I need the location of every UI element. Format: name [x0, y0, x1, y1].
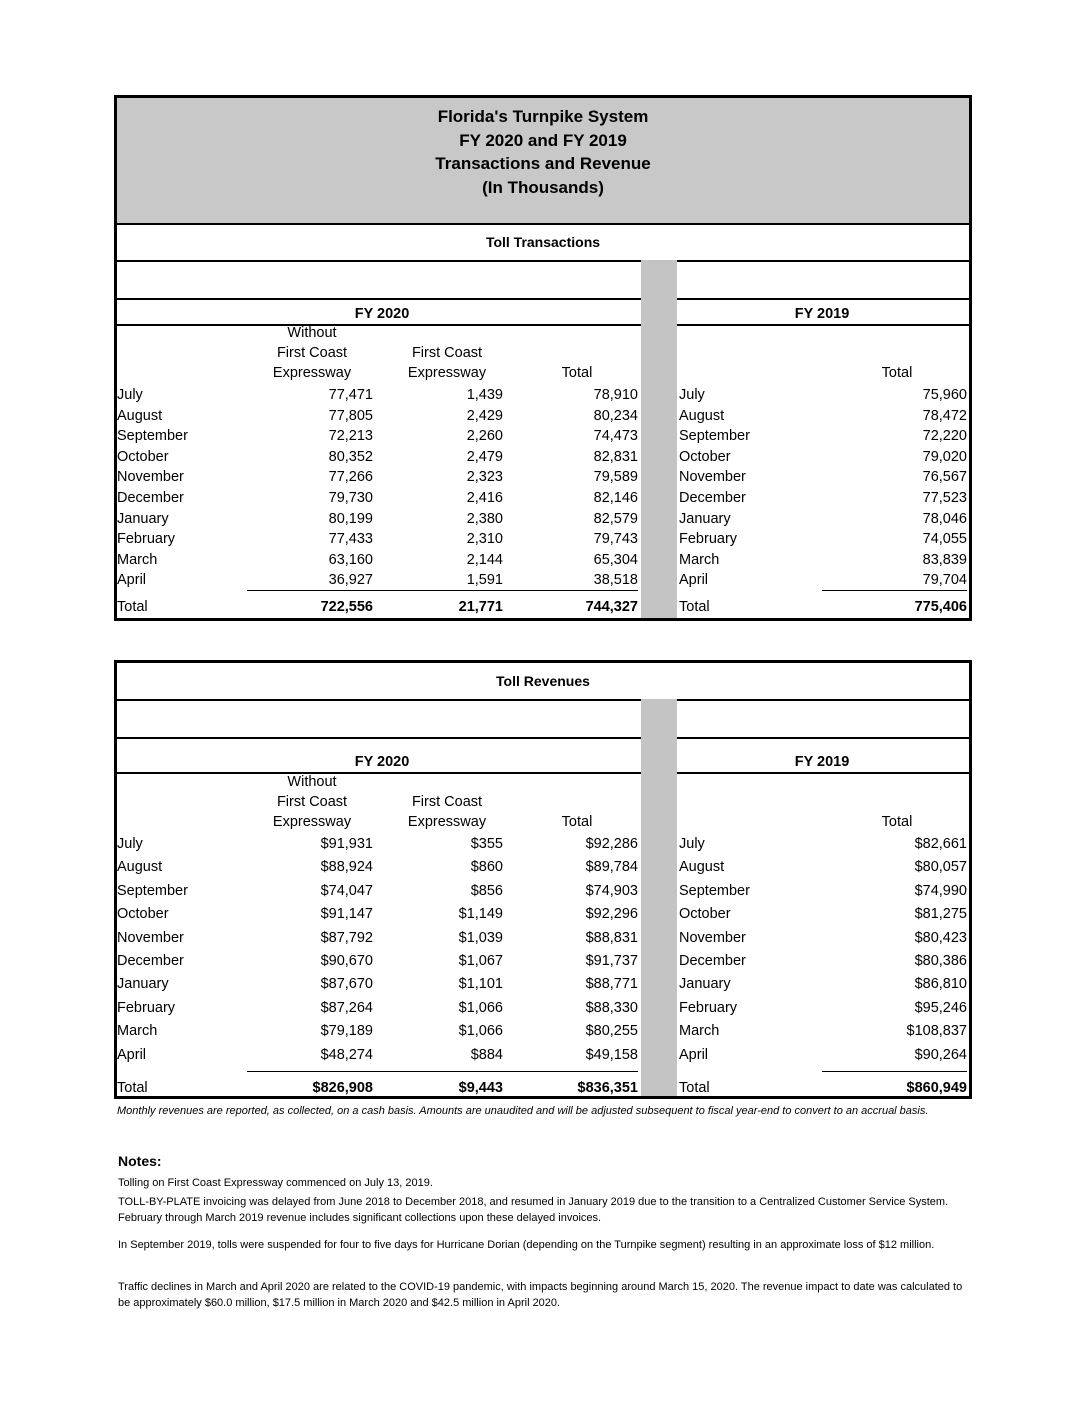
divider [117, 324, 641, 326]
cell-total: 79,589 [593, 469, 638, 486]
total-total: $836,351 [577, 1080, 638, 1096]
row-month: December [117, 953, 184, 969]
cell-without: $90,670 [320, 953, 373, 969]
row-month: July [117, 836, 143, 852]
row-month-2019: October [679, 906, 731, 923]
column-separator [641, 699, 677, 1096]
cell-total: 82,831 [593, 448, 638, 465]
cell-total-2019: $80,057 [914, 859, 967, 876]
cell-total: 65,304 [593, 551, 638, 568]
divider [117, 772, 641, 774]
row-month-2019: November [679, 469, 746, 486]
divider [677, 772, 969, 774]
cell-fce: 1,439 [466, 387, 503, 403]
cell-total: 38,518 [593, 572, 638, 589]
cell-fce: $355 [470, 836, 503, 852]
col-header-without: Without [287, 774, 337, 790]
cell-total-2019: $95,246 [914, 999, 967, 1016]
column-separator [641, 260, 677, 618]
col-header-total-2019: Total [881, 365, 913, 381]
cell-fce: $1,039 [458, 929, 503, 946]
row-month: October [117, 448, 169, 465]
col-header-without: First Coast [276, 345, 348, 361]
row-month-2019: December [679, 953, 746, 969]
fy2020-label: FY 2020 [354, 754, 410, 770]
row-month-2019: November [679, 929, 746, 946]
total-label: Total [117, 599, 148, 615]
report-subtitle-years: FY 2020 and FY 2019 [459, 131, 627, 150]
row-month: February [117, 531, 176, 548]
report-title: Florida's Turnpike System [437, 107, 649, 126]
cell-fce: $884 [470, 1046, 503, 1063]
col-header-without: First Coast [276, 794, 348, 810]
cell-total-2019: $82,661 [914, 836, 967, 852]
cell-total-2019: $108,837 [906, 1023, 967, 1040]
fy2019-label: FY 2019 [794, 306, 850, 322]
col-header-without: Without [287, 325, 337, 341]
cell-total: $88,831 [585, 929, 638, 946]
divider [117, 699, 969, 701]
total-rule [822, 590, 967, 591]
notes-heading: Notes: [118, 1153, 162, 1169]
fy2019-label: FY 2019 [794, 754, 850, 770]
note-item: In September 2019, tolls were suspended for four to five days for Hurricane Dorian (depending on the Turnpike segment) resulting in an approximate loss of $12 million. [118, 1239, 935, 1251]
row-month: August [117, 859, 163, 876]
cell-without: 77,433 [328, 531, 373, 548]
cell-fce: $1,066 [458, 999, 503, 1016]
report-subtitle-units: (In Thousands) [482, 178, 604, 197]
cell-total: 78,910 [593, 387, 638, 403]
cell-fce: 2,416 [466, 490, 503, 506]
cell-without: 77,266 [328, 469, 373, 486]
cell-total: 82,579 [593, 510, 638, 527]
row-month-2019: October [679, 448, 731, 465]
col-header-without: Expressway [272, 365, 352, 381]
row-month: September [117, 428, 188, 445]
section-title: Toll Revenues [496, 673, 590, 689]
cell-fce: 2,323 [466, 469, 503, 486]
col-header-total-2019: Total [881, 814, 913, 830]
total-total: 744,327 [585, 599, 638, 615]
cell-fce: 2,380 [466, 510, 503, 527]
footnote: Monthly revenues are reported, as collected, on a cash basis. Amounts are unaudited and will be adjusted subsequent to fiscal year-end to convert to an accrual basis. [117, 1105, 929, 1117]
col-header-total: Total [561, 365, 593, 381]
cell-total-2019: 76,567 [922, 469, 967, 486]
row-month-2019: March [679, 551, 720, 568]
cell-without: 80,352 [328, 448, 373, 465]
row-month-2019: July [679, 387, 705, 403]
cell-without: 72,213 [328, 428, 373, 445]
cell-total-2019: $80,386 [914, 953, 967, 969]
cell-fce: 1,591 [466, 572, 503, 589]
total-label-2019: Total [679, 599, 710, 615]
total-fce: 21,771 [458, 599, 503, 615]
cell-total-2019: 78,472 [922, 407, 967, 424]
cell-without: $74,047 [320, 882, 373, 899]
cell-total: $88,330 [585, 999, 638, 1016]
cell-without: $88,924 [320, 859, 373, 876]
cell-fce: 2,260 [466, 428, 503, 445]
cell-fce: $860 [470, 859, 503, 876]
row-month: November [117, 469, 184, 486]
cell-without: $91,147 [320, 906, 373, 923]
cell-total-2019: $86,810 [914, 976, 967, 993]
row-month: January [117, 510, 169, 527]
cell-total-2019: $80,423 [914, 929, 967, 946]
col-header-without: Expressway [272, 814, 352, 830]
col-header-total: Total [561, 814, 593, 830]
total-without: $826,908 [312, 1080, 373, 1096]
cell-total: 80,234 [593, 407, 638, 424]
cell-without: $87,670 [320, 976, 373, 993]
row-month: February [117, 999, 176, 1016]
row-month-2019: March [679, 1023, 720, 1040]
row-month: August [117, 407, 163, 424]
row-month-2019: January [679, 510, 731, 527]
row-month: March [117, 1023, 158, 1040]
section-title: Toll Transactions [485, 234, 601, 250]
cell-without: $48,274 [320, 1046, 373, 1063]
row-month-2019: February [679, 999, 738, 1016]
col-header-fce: First Coast [411, 794, 483, 810]
cell-without: 79,730 [328, 490, 373, 506]
cell-total: $91,737 [585, 953, 638, 969]
cell-without: $79,189 [320, 1023, 373, 1040]
row-month-2019: January [679, 976, 731, 993]
row-month-2019: September [679, 882, 750, 899]
total-label-2019: Total [679, 1080, 710, 1096]
row-month: April [117, 572, 147, 589]
revenues-panel [114, 660, 972, 1099]
cell-total-2019: $81,275 [914, 906, 967, 923]
row-month: July [117, 387, 143, 403]
total-fce: $9,443 [458, 1080, 503, 1096]
cell-total-2019: 74,055 [922, 531, 967, 548]
row-month: April [117, 1046, 147, 1063]
cell-total: $89,784 [585, 859, 638, 876]
cell-total: 74,473 [593, 428, 638, 445]
cell-without: 77,471 [328, 387, 373, 403]
row-month: September [117, 882, 188, 899]
divider [117, 298, 641, 300]
total-without: 722,556 [320, 599, 373, 615]
report-header [117, 98, 969, 225]
report-subtitle-topic: Transactions and Revenue [435, 154, 651, 173]
cell-total-2019: 72,220 [922, 428, 967, 445]
total-rule [247, 590, 638, 591]
divider [677, 298, 969, 300]
total-label: Total [117, 1080, 148, 1096]
row-month-2019: April [679, 572, 709, 589]
transactions-panel [114, 95, 972, 621]
col-header-fce: Expressway [407, 814, 487, 830]
cell-fce: 2,310 [466, 531, 503, 548]
cell-total: $92,296 [585, 906, 638, 923]
cell-total-2019: 75,960 [922, 387, 967, 403]
cell-total-2019: 77,523 [922, 490, 967, 506]
note-item: Traffic declines in March and April 2020 are related to the COVID-19 pandemic, with impacts beginning around March 15, 2020. The revenue impact to date was calculated to be approximately $60.0 million, $17.5 million in March 2020 and $42.5 million in April 2020. [118, 1281, 963, 1309]
note-item: TOLL-BY-PLATE invoicing was delayed from June 2018 to December 2018, and resumed in January 2019 due to the transition to a Centralized Customer Service System. February through March 2019 revenue includes significant collections upon these delayed invoices. [118, 1196, 949, 1224]
cell-without: 63,160 [328, 551, 373, 568]
row-month-2019: September [679, 428, 750, 445]
cell-total: $92,286 [585, 836, 638, 852]
row-month-2019: February [679, 531, 738, 548]
row-month-2019: July [679, 836, 705, 852]
row-month-2019: December [679, 490, 746, 506]
total-2019: 775,406 [914, 599, 967, 615]
col-header-fce: First Coast [411, 345, 483, 361]
cell-total-2019: $90,264 [914, 1046, 967, 1063]
cell-without: 36,927 [328, 572, 373, 589]
divider [677, 737, 969, 739]
row-month: December [117, 490, 184, 506]
cell-total: 79,743 [593, 531, 638, 548]
row-month-2019: August [679, 407, 725, 424]
cell-total-2019: $74,990 [914, 882, 967, 899]
cell-total-2019: 83,839 [922, 551, 967, 568]
divider [117, 737, 641, 739]
cell-total: $88,771 [585, 976, 638, 993]
cell-without: $87,264 [320, 999, 373, 1016]
row-month-2019: April [679, 1046, 709, 1063]
row-month: October [117, 906, 169, 923]
cell-fce: 2,429 [466, 407, 503, 424]
divider [677, 324, 969, 326]
total-2019: $860,949 [906, 1080, 967, 1096]
row-month-2019: August [679, 859, 725, 876]
col-header-fce: Expressway [407, 365, 487, 381]
cell-total-2019: 79,704 [922, 572, 967, 589]
row-month: March [117, 551, 158, 568]
cell-without: $91,931 [320, 836, 373, 852]
cell-fce: $1,149 [458, 906, 503, 923]
note-item: Tolling on First Coast Expressway commenced on July 13, 2019. [118, 1177, 433, 1189]
cell-fce: $856 [470, 882, 503, 899]
cell-total-2019: 78,046 [922, 510, 967, 527]
cell-without: 80,199 [328, 510, 373, 527]
cell-total: $49,158 [585, 1046, 638, 1063]
cell-fce: $1,066 [458, 1023, 503, 1040]
cell-total: $74,903 [585, 882, 638, 899]
divider [117, 260, 969, 262]
cell-fce: $1,101 [458, 976, 503, 993]
cell-without: 77,805 [328, 407, 373, 424]
cell-fce: 2,144 [466, 551, 503, 568]
row-month: January [117, 976, 169, 993]
cell-fce: $1,067 [458, 953, 503, 969]
row-month: November [117, 929, 184, 946]
fy2020-label: FY 2020 [354, 306, 410, 322]
cell-total: $80,255 [585, 1023, 638, 1040]
cell-fce: 2,479 [466, 448, 503, 465]
cell-total: 82,146 [593, 490, 638, 506]
cell-without: $87,792 [320, 929, 373, 946]
total-rule [822, 1071, 967, 1072]
total-rule [247, 1071, 638, 1072]
cell-total-2019: 79,020 [922, 448, 967, 465]
